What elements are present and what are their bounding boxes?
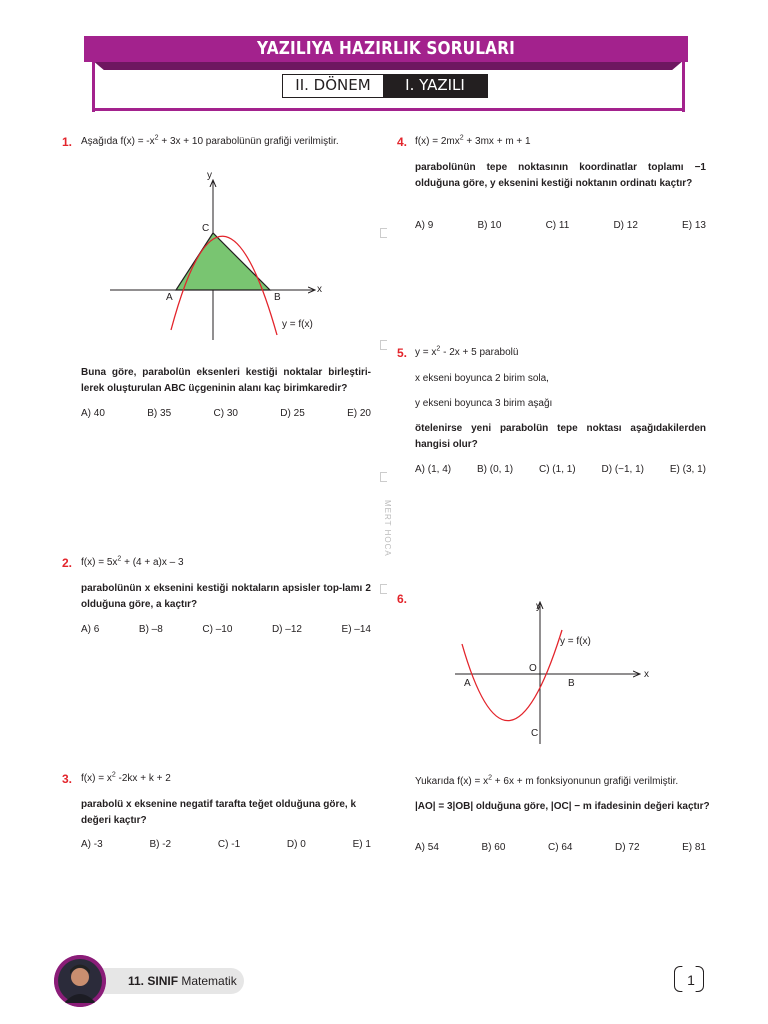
point-c-label: C [531,728,539,739]
page-number: 1 [687,972,695,988]
origin-label: O [529,663,537,674]
exam-tabs [282,74,488,98]
option-c[interactable]: C) -1 [217,839,241,850]
question-number: 3. [62,772,73,786]
answer-options [81,839,371,850]
curve-label: y = f(x) [560,636,591,647]
option-c[interactable]: C) 64 [548,842,573,853]
question-number: 5. [397,346,408,360]
answer-options [415,220,706,231]
point-c-label: C [202,223,210,234]
question-stem [415,774,710,790]
answer-options [81,408,371,419]
option-a[interactable]: A) 54 [415,842,439,853]
option-d[interactable]: D) 12 [613,220,638,231]
stem-text: f(x) = x [81,773,112,784]
point-b-label: B [568,678,575,689]
parabola-curve [462,630,562,721]
page-title: YAZILIYA HAZIRLIK SORULARI [256,38,516,59]
question-stem [415,134,705,150]
question-stem [81,555,371,571]
divider-bracket-b [380,340,387,350]
author-side-label: MERT HOCA [383,500,392,557]
stem-exponent: 2 [111,771,116,779]
question-prompt: parabolünün x eksenini kestiği noktaların apsisler top-lamı 2 olduğuna göre, a kaçtır? [81,583,371,610]
option-a[interactable]: A) -3 [81,839,103,850]
footer-subject: Matematik [181,974,237,988]
y-axis-label: y [536,601,541,612]
question-prompt: parabolünün tepe noktasının koordinatlar toplamı −1 olduğuna göre, y eksenini kestiği noktanın ordinatı kaçtır? [415,162,706,189]
triangle-abc [176,233,270,290]
option-b[interactable]: B) 10 [477,220,502,231]
option-a[interactable]: A) 6 [81,624,100,635]
question-number: 1. [62,135,73,149]
divider-bracket-a [380,228,387,238]
stem-text: Aşağıda f(x) = -x [81,136,155,147]
question-line: y ekseni boyunca 3 birim aşağı [415,398,553,409]
point-a-label: A [166,292,173,303]
answer-options [415,842,706,853]
option-b[interactable]: B) (0, 1) [476,464,514,475]
question-prompt: ötelenirse yeni parabolün tepe noktası aşağıdakilerden hangisi olur? [415,423,706,450]
option-e[interactable]: E) 20 [347,408,371,419]
banner-frame-bottom [92,108,684,111]
stem-exponent: 2 [117,555,122,563]
point-b-label: B [274,292,281,303]
x-axis-label: x [317,284,322,295]
banner-frame-left [92,62,95,112]
stem-text: f(x) = 5x [81,557,118,568]
answer-options [415,464,706,475]
option-a[interactable]: A) (1, 4) [415,464,452,475]
option-e[interactable]: E) –14 [341,624,371,635]
option-a[interactable]: A) 9 [415,220,434,231]
question-stem [81,134,381,150]
option-d[interactable]: D) 72 [615,842,640,853]
question-prompt: Buna göre, parabolün eksenleri kestiği noktalar birleştiri-lerek oluşturulan ABC üçgeninin alanı kaç birimkaredir? [81,367,371,394]
option-d[interactable]: D) –12 [271,624,302,635]
banner-frame-right [682,62,685,112]
stem-exponent: 2 [436,345,441,353]
option-e[interactable]: E) 1 [352,839,371,850]
option-b[interactable]: B) -2 [149,839,172,850]
graph-q6 [450,596,660,746]
stem-text: f(x) = 2mx [415,136,460,147]
stem-text: y = x [415,347,437,358]
stem-text: Yukarıda f(x) = x [415,776,489,787]
question-number: 6. [397,592,408,606]
option-c[interactable]: C) 30 [213,408,238,419]
question-number: 4. [397,135,408,149]
stem-text: + 6x + m fonksiyonunun grafiği verilmiştir. [492,776,679,787]
question-number: 2. [62,556,73,570]
y-axis-label: y [207,170,212,181]
option-e[interactable]: E) (3, 1) [669,464,706,475]
option-b[interactable]: B) 60 [481,842,506,853]
option-e[interactable]: E) 13 [682,220,706,231]
curve-label: y = f(x) [282,319,313,330]
option-b[interactable]: B) –8 [138,624,163,635]
tab-term: II. DÖNEM [283,75,383,97]
stem-text: -2kx + k + 2 [115,773,171,784]
option-a[interactable]: A) 40 [81,408,105,419]
graph-q1 [100,160,340,340]
stem-exponent: 2 [154,134,159,142]
stem-exponent: 2 [488,774,492,782]
stem-text: + (4 + a)x – 3 [121,557,184,568]
stem-exponent: 2 [459,134,464,142]
option-e[interactable]: E) 81 [682,842,706,853]
option-c[interactable]: C) 11 [545,220,570,231]
option-c[interactable]: C) (1, 1) [538,464,576,475]
question-prompt: parabolü x eksenine negatif tarafta teğet olduğuna göre, k değeri kaçtır? [81,799,357,826]
tab-exam: I. YAZILI [383,75,487,97]
author-avatar [54,955,106,1007]
option-c[interactable]: C) –10 [202,624,233,635]
question-line: x ekseni boyunca 2 birim sola, [415,373,549,384]
footer-grade: 11. SINIF [128,974,179,988]
option-b[interactable]: B) 35 [147,408,172,419]
option-d[interactable]: D) (−1, 1) [601,464,645,475]
x-axis-label: x [644,669,649,680]
stem-text: + 3mx + m + 1 [463,136,531,147]
stem-text: - 2x + 5 parabolü [440,347,519,358]
option-d[interactable]: D) 25 [280,408,305,419]
question-stem [81,771,371,787]
divider-bracket-top [380,472,387,482]
point-a-label: A [464,678,471,689]
option-d[interactable]: D) 0 [286,839,306,850]
question-prompt: |AO| = 3|OB| olduğuna göre, |OC| − m ifadesinin değeri kaçtır? [415,801,710,812]
answer-options [81,624,371,635]
question-stem [415,345,705,361]
footer-course [128,968,237,994]
divider-bracket-bottom [380,584,387,594]
stem-text: + 3x + 10 parabolünün grafiği verilmiştir. [158,136,339,147]
